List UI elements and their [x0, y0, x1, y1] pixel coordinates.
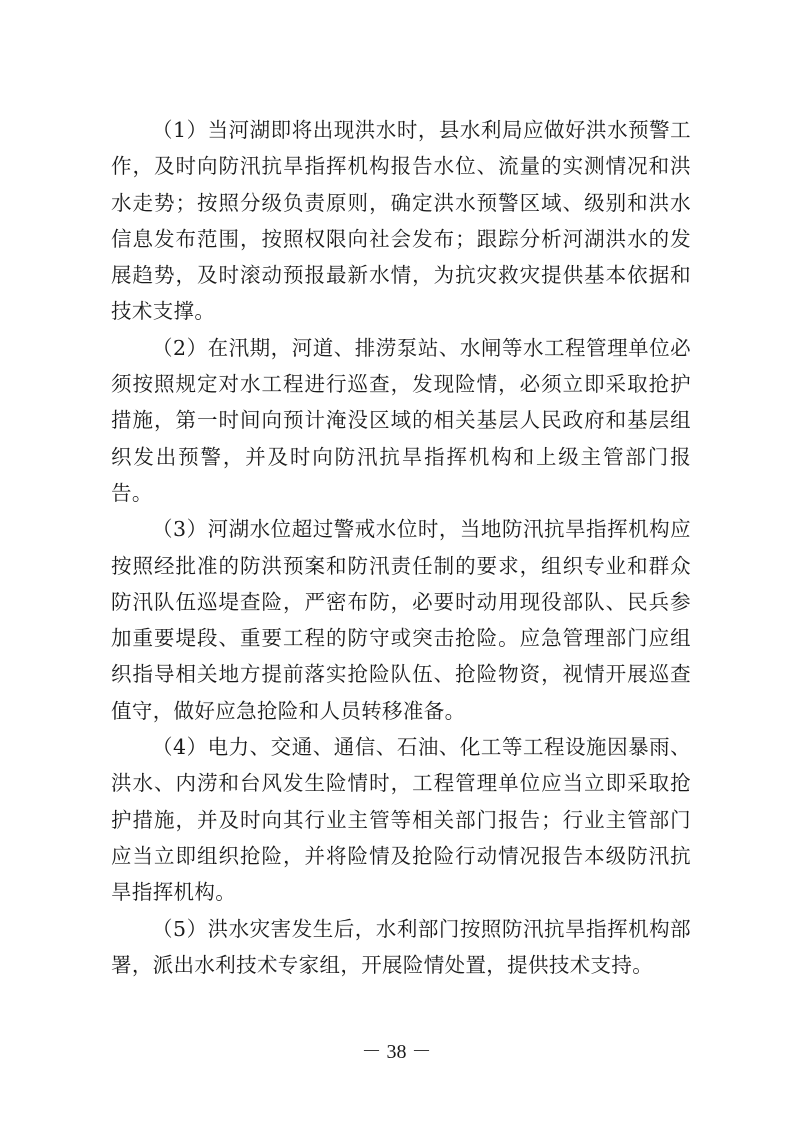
paragraph-3: （3）河湖水位超过警戒水位时，当地防汛抗旱指挥机构应按照经批准的防洪预案和防汛责任制的要求，组织专业和群众防汛队伍巡堤查险，严密布防，必要时动用现役部队、民兵参加重要堤段、重要工程的防守或突击抢险。应急管理部门应组织指导相关地方提前落实抢险队伍、抢险物资，视情开展巡查值守，做好应急抢险和人员转移准备。 — [111, 517, 691, 723]
paragraph-5: （5）洪水灾害发生后，水利部门按照防汛抗旱指挥机构部署，派出水利技术专家组，开展险情处置，提供技术支持。 — [111, 916, 691, 977]
document-body — [111, 112, 691, 983]
paragraph-1: （1）当河湖即将出现洪水时，县水利局应做好洪水预警工作，及时向防汛抗旱指挥机构报告水位、流量的实测情况和洪水走势；按照分级负责原则，确定洪水预警区域、级别和洪水信息发布范围，按照权限向社会发布；跟踪分析河湖洪水的发展趋势，及时滚动预报最新水情，为抗灾救灾提供基本依据和技术支撑。 — [111, 118, 691, 324]
page-number: － 38 － — [361, 1041, 432, 1063]
paragraph-4: （4）电力、交通、通信、石油、化工等工程设施因暴雨、洪水、内涝和台风发生险情时，工程管理单位应当立即采取抢护措施，并及时向其行业主管等相关部门报告；行业主管部门应当立即组织抢险，并将险情及抢险行动情况报告本级防汛抗旱指挥机构。 — [111, 735, 691, 905]
paragraph-2: （2）在汛期，河道、排涝泵站、水闸等水工程管理单位必须按照规定对水工程进行巡查，发现险情，必须立即采取抢护措施，第一时间向预计淹没区域的相关基层人民政府和基层组织发出预警，并及时向防汛抗旱指挥机构和上级主管部门报告。 — [111, 335, 691, 505]
